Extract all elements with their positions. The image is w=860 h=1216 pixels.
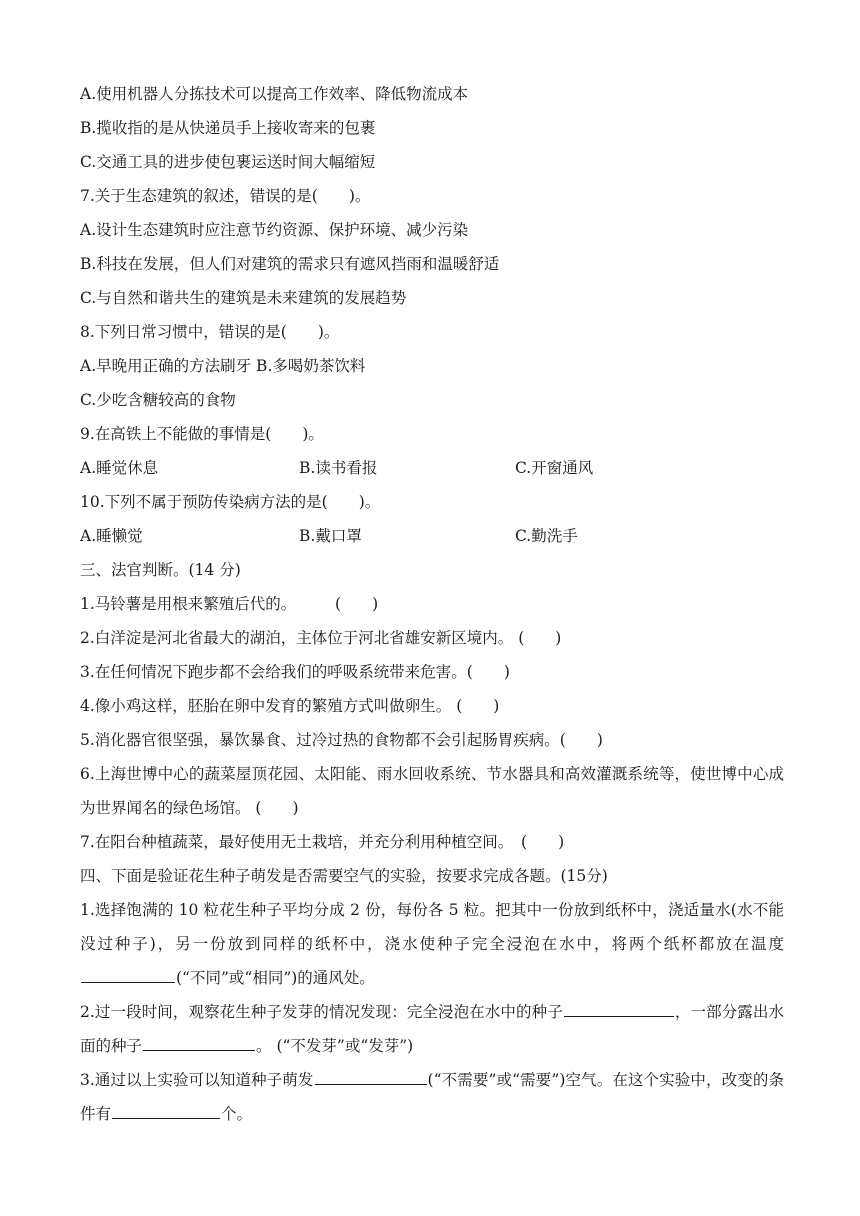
q9-option-b: B.读书看报 [299, 459, 378, 477]
experiment-q3-mid: (“不需要”或“需要”)空气。在这个实验中，改变的条件有 [80, 1071, 784, 1123]
judge-item-7: 7.在阳台种植蔬菜，最好使用无土栽培，并充分利用种植空间。 ( ) [80, 833, 565, 851]
air-need-answer-blank[interactable] [315, 1068, 427, 1085]
q6-option-c: C.交通工具的进步使包裹运送时间大幅缩短 [80, 153, 376, 171]
experiment-q2-mid: ，一部分露出水面的种子 [80, 1003, 784, 1055]
q10-stem: 10.下列不属于预防传染病方法的是( )。 [80, 493, 381, 511]
experiment-q1-text: 1.选择饱满的 10 粒花生种子平均分成 2 份，每份各 5 粒。把其中一份放到纸杯中，浇适量水(水不能没过种子)，另一份放到同样的纸杯中，浇水使种子完全浸泡在水中，将两个纸杯都放在温度 [80, 901, 784, 953]
q8-options-ab: A.早晚用正确的方法刷牙 B.多喝奶茶饮料 [80, 357, 366, 375]
temperature-answer-blank[interactable] [81, 966, 175, 983]
submerged-seed-answer-blank[interactable] [564, 1000, 674, 1017]
judge-item-4: 4.像小鸡这样，胚胎在卵中发育的繁殖方式叫做卵生。 ( ) [80, 697, 500, 715]
q6-option-a: A.使用机器人分拣技术可以提高工作效率、降低物流成本 [80, 85, 469, 103]
experiment-q3-tail: 个。 [221, 1105, 253, 1123]
exposed-seed-answer-blank[interactable] [143, 1034, 255, 1051]
q7-option-b: B.科技在发展，但人们对建筑的需求只有遮风挡雨和温暖舒适 [80, 255, 500, 273]
q10-options [80, 525, 784, 547]
q7-option-a: A.设计生态建筑时应注意节约资源、保护环境、减少污染 [80, 221, 469, 239]
experiment-q3 [80, 1063, 784, 1131]
q8-stem: 8.下列日常习惯中，错误的是( )。 [80, 323, 340, 341]
experiment-q2-text: 2.过一段时间，观察花生种子发芽的情况发现：完全浸泡在水中的种子 [80, 1003, 563, 1021]
judge-item-5: 5.消化器官很坚强，暴饮暴食、过冷过热的食物都不会引起肠胃疾病。( ) [80, 731, 603, 749]
q9-options [80, 457, 784, 479]
q10-option-c: C.勤洗手 [515, 527, 578, 545]
experiment-q2-tail: 。 (“不发芽”或“发芽”) [256, 1037, 414, 1055]
section4-title: 四、下面是验证花生种子萌发是否需要空气的实验，按要求完成各题。(15分) [80, 867, 608, 885]
judge-item-1: 1.马铃薯是用根来繁殖后代的。 ( ) [80, 595, 379, 613]
q10-option-b: B.戴口罩 [299, 527, 362, 545]
experiment-q1-tail: (“不同”或“相同”)的通风处。 [176, 969, 375, 987]
changed-conditions-answer-blank[interactable] [112, 1102, 220, 1119]
q10-option-a: A.睡懒觉 [80, 527, 143, 545]
judge-item-2: 2.白洋淀是河北省最大的湖泊，主体位于河北省雄安新区境内。 ( ) [80, 629, 562, 647]
experiment-q1 [80, 893, 784, 995]
judge-item-6: 6.上海世博中心的蔬菜屋顶花园、太阳能、雨水回收系统、节水器具和高效灌溉系统等，使世博中心成为世界闻名的绿色场馆。 ( ) [80, 765, 784, 817]
q9-option-c: C.开窗通风 [515, 459, 594, 477]
q7-option-c: C.与自然和谐共生的建筑是未来建筑的发展趋势 [80, 289, 407, 307]
q7-stem: 7.关于生态建筑的叙述，错误的是( )。 [80, 187, 371, 205]
q9-stem: 9.在高铁上不能做的事情是( )。 [80, 425, 324, 443]
experiment-q3-text: 3.通过以上实验可以知道种子萌发 [80, 1071, 314, 1089]
section3-title: 三、法官判断。(14 分) [80, 561, 241, 579]
q9-option-a: A.睡觉休息 [80, 459, 159, 477]
judge-item-3: 3.在任何情况下跑步都不会给我们的呼吸系统带来危害。( ) [80, 663, 510, 681]
q6-option-b: B.揽收指的是从快递员手上接收寄来的包裹 [80, 119, 376, 137]
experiment-q2 [80, 995, 784, 1063]
q8-option-c: C.少吃含糖较高的食物 [80, 391, 236, 409]
